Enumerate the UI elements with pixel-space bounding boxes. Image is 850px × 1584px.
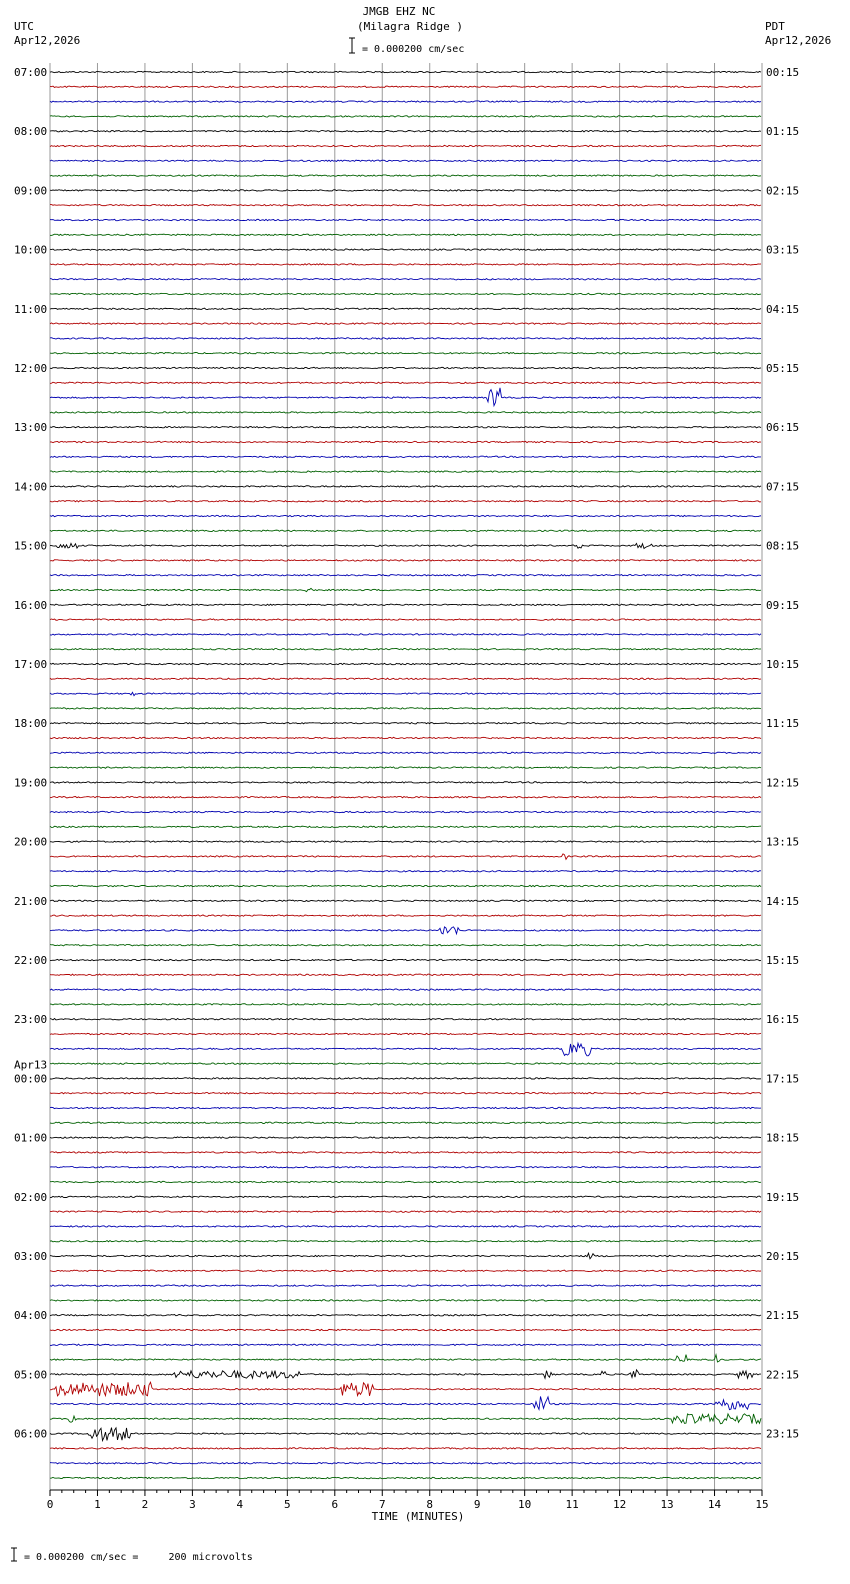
pdt-hour-label: 19:15: [766, 1190, 800, 1204]
trace-line: [50, 249, 761, 250]
trace-line: [50, 1107, 761, 1108]
trace-line: [50, 1033, 761, 1034]
pdt-hour-label: 14:15: [766, 894, 800, 908]
pdt-hour-label: 02:15: [766, 184, 800, 198]
footer-scale-icon: [11, 1548, 17, 1561]
trace-line: [50, 530, 761, 531]
trace-line: [50, 219, 761, 220]
trace-line: [50, 575, 761, 576]
trace-line: [50, 1137, 761, 1138]
x-tick-label: 14: [707, 1498, 722, 1511]
trace-line: [50, 353, 761, 354]
trace-line: [50, 797, 761, 798]
pdt-hour-label: 08:15: [766, 539, 800, 553]
trace-line: [50, 412, 761, 413]
footer-scale-text: = 0.000200 cm/sec = 200 microvolts: [24, 1552, 253, 1563]
utc-hour-label: 18:00: [14, 717, 48, 731]
trace-line: [50, 264, 761, 265]
right-date: Apr12,2026: [765, 34, 832, 47]
trace-line: [50, 782, 761, 783]
utc-hour-label: 01:00: [14, 1131, 48, 1145]
trace-line: [50, 1226, 761, 1227]
trace-line: [50, 927, 761, 934]
station-location: (Milagra Ridge ): [357, 20, 463, 33]
trace-line: [50, 604, 761, 605]
trace-line: [50, 1329, 761, 1330]
station-title: JMGB EHZ NC: [362, 5, 436, 18]
pdt-hour-label: 10:15: [766, 658, 800, 671]
trace-line: [50, 1093, 761, 1094]
x-tick-label: 7: [378, 1498, 386, 1511]
trace-line: [50, 1396, 761, 1409]
trace-line: [50, 1152, 761, 1153]
left-zone: UTC: [14, 20, 34, 33]
utc-hour-label: 22:00: [14, 954, 48, 967]
utc-hour-label: 04:00: [14, 1309, 48, 1323]
x-tick-label: 3: [189, 1498, 196, 1511]
trace-line: [50, 588, 761, 591]
trace-line: [50, 279, 761, 280]
x-tick-label: 0: [46, 1498, 54, 1511]
utc-hour-label: 23:00: [14, 1013, 48, 1027]
x-tick-label: 15: [755, 1498, 769, 1511]
utc-hour-label: 06:00: [14, 1427, 48, 1441]
trace-line: [50, 1211, 761, 1212]
trace-line: [50, 1344, 761, 1345]
trace-line: [50, 175, 761, 176]
utc-hour-label: 13:00: [14, 421, 48, 435]
trace-line: [50, 101, 761, 102]
pdt-hour-label: 16:15: [766, 1013, 800, 1027]
trace-line: [50, 145, 761, 146]
trace-line: [50, 560, 761, 561]
trace-line: [50, 427, 761, 428]
trace-line: [50, 692, 761, 695]
trace-line: [50, 1448, 761, 1449]
pdt-hour-label: 17:15: [766, 1072, 800, 1086]
trace-line: [50, 86, 761, 87]
trace-line: [50, 456, 761, 457]
x-tick-label: 12: [612, 1498, 627, 1511]
trace-line: [50, 71, 761, 72]
x-tick-label: 10: [518, 1498, 532, 1511]
x-tick-label: 9: [473, 1498, 481, 1511]
trace-line: [50, 945, 761, 946]
trace-line: [50, 619, 761, 620]
trace-line: [50, 811, 761, 812]
pdt-hour-label: 04:15: [766, 302, 800, 316]
trace-line: [50, 841, 761, 842]
utc-hour-label: 03:00: [14, 1250, 48, 1263]
trace-line: [50, 543, 761, 548]
trace-line: [50, 1315, 761, 1316]
trace-line: [50, 338, 761, 339]
grid: [50, 63, 762, 1490]
pdt-hour-label: 11:15: [766, 717, 800, 731]
utc-hour-label: 14:00: [14, 480, 48, 494]
trace-line: [50, 131, 761, 132]
trace-line: [50, 234, 761, 235]
pdt-hour-label: 00:15: [766, 66, 800, 79]
utc-hour-label: 17:00: [14, 658, 48, 671]
trace-line: [50, 1241, 761, 1242]
utc-hour-label: 19:00: [14, 776, 48, 790]
pdt-hour-label: 06:15: [766, 421, 800, 435]
utc-hour-label: 02:00: [14, 1190, 48, 1204]
trace-line: [50, 1477, 761, 1478]
trace-line: [50, 974, 761, 975]
pdt-hour-label: 15:15: [766, 954, 800, 967]
trace-line: [50, 1004, 761, 1005]
trace-line: [50, 737, 761, 738]
trace-line: [50, 915, 761, 916]
trace-line: [50, 160, 761, 161]
x-tick-label: 2: [141, 1498, 149, 1511]
trace-line: [50, 515, 761, 516]
pdt-hour-label: 22:15: [766, 1368, 800, 1382]
trace-line: [50, 826, 761, 827]
left-date: Apr12,2026: [14, 34, 81, 47]
trace-line: [50, 1063, 761, 1064]
trace-line: [50, 323, 761, 324]
utc-hour-label: 16:00: [14, 598, 48, 612]
utc-hour-label: 00:00: [14, 1072, 48, 1086]
trace-line: [50, 989, 761, 990]
right-zone: PDT: [765, 20, 785, 33]
trace-line: [50, 885, 761, 886]
pdt-hour-label: 05:15: [766, 362, 800, 375]
trace-line: [50, 293, 761, 294]
pdt-hour-label: 20:15: [766, 1250, 800, 1263]
trace-line: [50, 501, 761, 502]
trace-line: [50, 678, 761, 679]
trace-line: [50, 723, 761, 724]
trace-line: [50, 1270, 761, 1271]
x-tick-label: 11: [565, 1498, 579, 1511]
utc-hour-label: 07:00: [14, 66, 48, 79]
pdt-hour-label: 23:15: [766, 1427, 800, 1441]
pdt-hour-label: 09:15: [766, 598, 800, 612]
pdt-hour-label: 12:15: [766, 776, 800, 790]
utc-hour-label: 08:00: [14, 125, 48, 139]
trace-line: [50, 767, 761, 768]
trace-line: [50, 649, 761, 650]
trace-line: [50, 1167, 761, 1168]
trace-line: [50, 1370, 761, 1378]
trace-line: [50, 367, 761, 368]
trace-line: [50, 1382, 761, 1396]
trace-line: [50, 1078, 761, 1079]
utc-hour-label: 21:00: [14, 894, 48, 908]
x-axis-label: TIME (MINUTES): [371, 1510, 465, 1523]
trace-line: [50, 116, 761, 117]
x-axis: [47, 1490, 769, 1511]
utc-hour-label: 10:00: [14, 243, 48, 257]
trace-line: [50, 634, 761, 635]
trace-line: [50, 1253, 761, 1259]
trace-line: [50, 1019, 761, 1020]
pdt-hour-label: 03:15: [766, 243, 800, 257]
x-tick-label: 5: [284, 1498, 291, 1511]
trace-line: [50, 1414, 761, 1424]
trace-line: [50, 190, 761, 191]
trace-line: [50, 1300, 761, 1301]
trace-line: [50, 1463, 761, 1464]
trace-line: [50, 900, 761, 901]
pdt-hour-label: 13:15: [766, 835, 800, 849]
utc-date-label: Apr13: [14, 1058, 48, 1072]
trace-line: [50, 382, 761, 383]
trace-line: [50, 854, 761, 859]
scale-bar-icon: [349, 38, 355, 53]
trace-line: [50, 1355, 761, 1362]
trace-line: [50, 1043, 761, 1055]
pdt-hour-label: 07:15: [766, 480, 800, 494]
trace-line: [50, 871, 761, 872]
pdt-hour-label: 01:15: [766, 125, 800, 139]
x-tick-label: 1: [94, 1498, 101, 1511]
trace-line: [50, 205, 761, 206]
pdt-hour-label: 21:15: [766, 1309, 800, 1323]
x-tick-label: 4: [236, 1498, 244, 1511]
utc-hour-label: 09:00: [14, 184, 48, 198]
utc-hour-label: 12:00: [14, 362, 48, 375]
scale-text: = 0.000200 cm/sec: [362, 44, 465, 55]
trace-line: [50, 708, 761, 709]
utc-hour-label: 20:00: [14, 835, 48, 849]
trace-line: [50, 1181, 761, 1182]
pdt-hour-label: 18:15: [766, 1131, 800, 1145]
x-tick-label: 6: [331, 1498, 339, 1511]
x-tick-label: 13: [660, 1498, 674, 1511]
trace-line: [50, 1285, 761, 1286]
trace-line: [50, 1428, 761, 1441]
trace-line: [50, 663, 761, 664]
x-tick-label: 8: [426, 1498, 434, 1511]
traces: [50, 71, 761, 1478]
utc-hour-label: 11:00: [14, 302, 48, 316]
trace-line: [50, 1196, 761, 1197]
trace-line: [50, 308, 761, 309]
trace-line: [50, 441, 761, 442]
trace-line: [50, 1122, 761, 1123]
trace-line: [50, 388, 761, 406]
trace-line: [50, 959, 761, 960]
utc-hour-label: 05:00: [14, 1368, 48, 1382]
utc-hour-label: 15:00: [14, 539, 48, 553]
trace-line: [50, 752, 761, 753]
trace-line: [50, 471, 761, 472]
trace-line: [50, 486, 761, 487]
